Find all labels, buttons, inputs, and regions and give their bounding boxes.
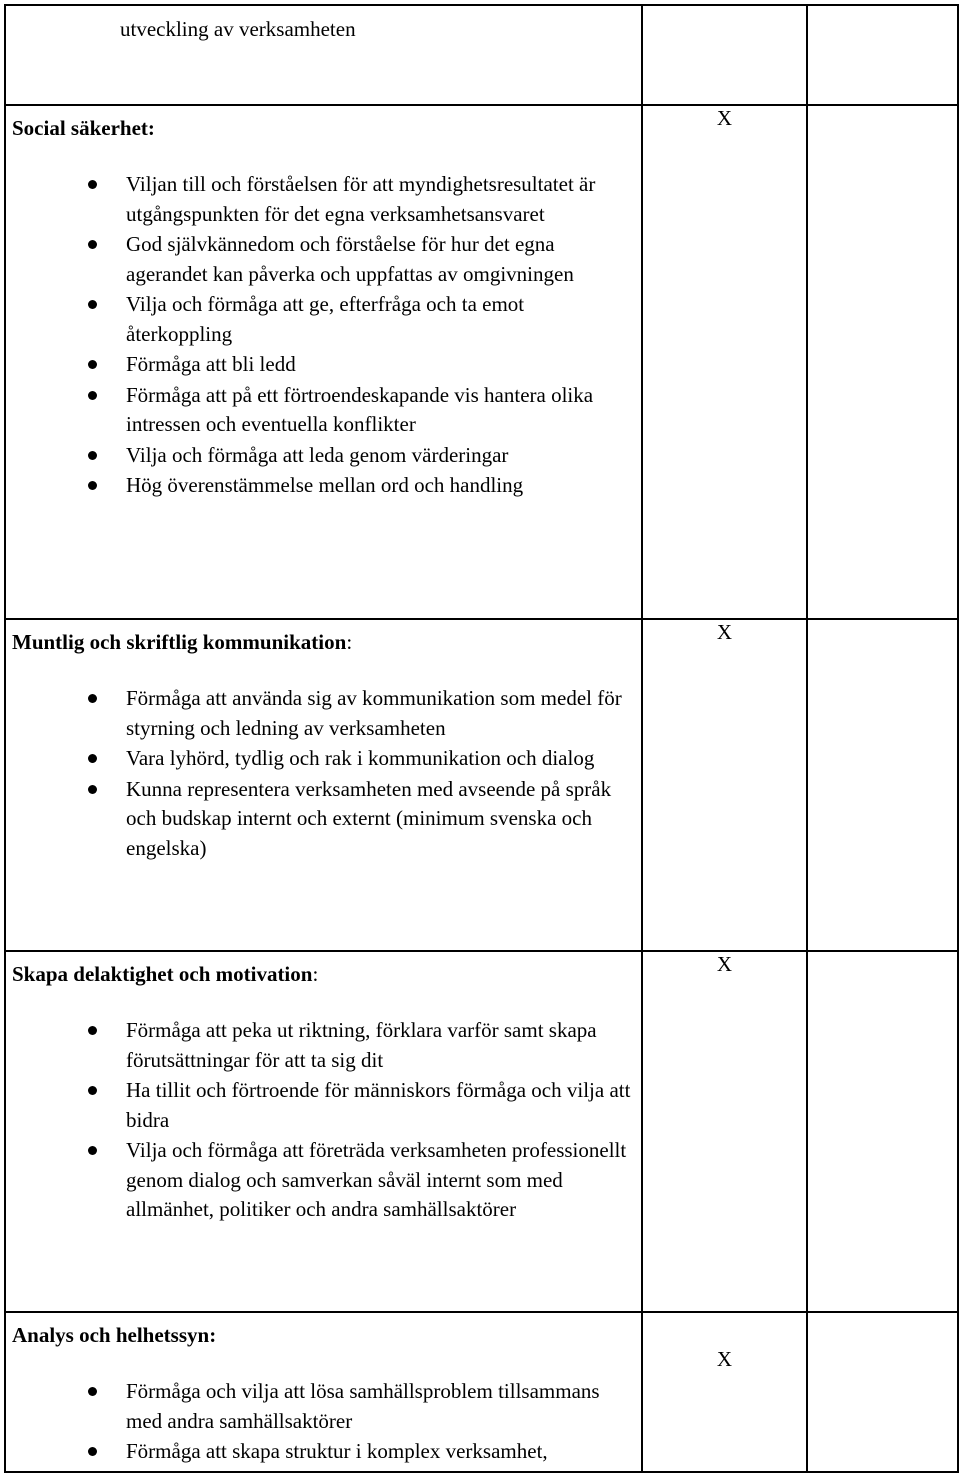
- section-heading: Social säkerhet:: [12, 116, 155, 140]
- table-row: [5, 951, 958, 1312]
- text-cell: [5, 1312, 642, 1472]
- mark-cell: [642, 951, 807, 1312]
- bullet-icon: [88, 1387, 97, 1396]
- competency-table: [4, 4, 959, 1473]
- table-row: [5, 105, 958, 619]
- list-item: Förmåga att på ett förtroendeskapande vis hantera olika intressen och eventuella konflikter: [12, 381, 635, 440]
- list-item: God självkännedom och förståelse för hur det egna agerandet kan påverka och uppfattas av omgivningen: [12, 230, 635, 289]
- text-cell: [5, 619, 642, 951]
- bullet-icon: [88, 180, 97, 189]
- bullet-list: [12, 170, 635, 501]
- mark-cell: [642, 105, 807, 619]
- empty-cell: [807, 951, 958, 1312]
- bullet-list: [12, 1016, 635, 1225]
- list-item: Kunna representera verksamheten med avseende på språk och budskap internt och externt (minimum svenska och engelska): [12, 775, 635, 864]
- bullet-icon: [88, 1447, 97, 1456]
- table-row: [5, 1312, 958, 1472]
- list-item: Viljan till och förståelsen för att myndighetsresultatet är utgångspunkten för det egna verksamhetsansvaret: [12, 170, 635, 229]
- x-mark: X: [716, 952, 733, 976]
- section-heading: Skapa delaktighet och motivation:: [12, 962, 319, 986]
- text-cell: [5, 5, 642, 105]
- mark-cell: [642, 1312, 807, 1472]
- bullet-list: [12, 684, 635, 863]
- bullet-list: [12, 1377, 635, 1467]
- bullet-icon: [88, 754, 97, 763]
- table-row: [5, 5, 958, 105]
- empty-cell: [807, 1312, 958, 1472]
- empty-cell: [807, 5, 958, 105]
- bullet-icon: [88, 1026, 97, 1035]
- bullet-icon: [88, 451, 97, 460]
- mark-cell: [642, 619, 807, 951]
- list-item: Vilja och förmåga att ge, efterfråga och ta emot återkoppling: [12, 290, 635, 349]
- empty-cell: [807, 619, 958, 951]
- x-mark: X: [716, 620, 733, 644]
- mark-cell: [642, 5, 807, 105]
- bullet-icon: [88, 785, 97, 794]
- bullet-icon: [88, 1086, 97, 1095]
- table-row: [5, 619, 958, 951]
- list-item: Förmåga att bli ledd: [12, 350, 635, 380]
- bullet-icon: [88, 391, 97, 400]
- text-cell: [5, 951, 642, 1312]
- list-item: Vilja och förmåga att företräda verksamheten professionellt genom dialog och samverkan såväl internt som med allmänhet, politiker och andra samhällsaktörer: [12, 1136, 635, 1225]
- list-item: Vara lyhörd, tydlig och rak i kommunikation och dialog: [12, 744, 635, 774]
- bullet-icon: [88, 240, 97, 249]
- bullet-icon: [88, 694, 97, 703]
- bullet-icon: [88, 300, 97, 309]
- list-item: Förmåga och vilja att lösa samhällsproblem tillsammans med andra samhällsaktörer: [12, 1377, 635, 1436]
- bullet-icon: [88, 481, 97, 490]
- empty-cell: [807, 105, 958, 619]
- list-item: Förmåga att använda sig av kommunikation som medel för styrning och ledning av verksamheten: [12, 684, 635, 743]
- section-heading: Analys och helhetssyn:: [12, 1323, 217, 1347]
- text-cell: [5, 105, 642, 619]
- x-mark: X: [716, 106, 733, 130]
- list-item: Vilja och förmåga att leda genom värderingar: [12, 441, 635, 471]
- list-item: Förmåga att peka ut riktning, förklara varför samt skapa förutsättningar för att ta sig dit: [12, 1016, 635, 1075]
- list-item: Förmåga att skapa struktur i komplex verksamhet,: [12, 1437, 635, 1467]
- section-heading: Muntlig och skriftlig kommunikation:: [12, 630, 353, 654]
- bullet-icon: [88, 360, 97, 369]
- list-item: Hög överenstämmelse mellan ord och handling: [12, 471, 635, 501]
- list-item: Ha tillit och förtroende för människors förmåga och vilja att bidra: [12, 1076, 635, 1135]
- bullet-icon: [88, 1146, 97, 1155]
- x-mark: X: [716, 1347, 733, 1371]
- continuation-text: utveckling av verksamheten: [120, 17, 356, 41]
